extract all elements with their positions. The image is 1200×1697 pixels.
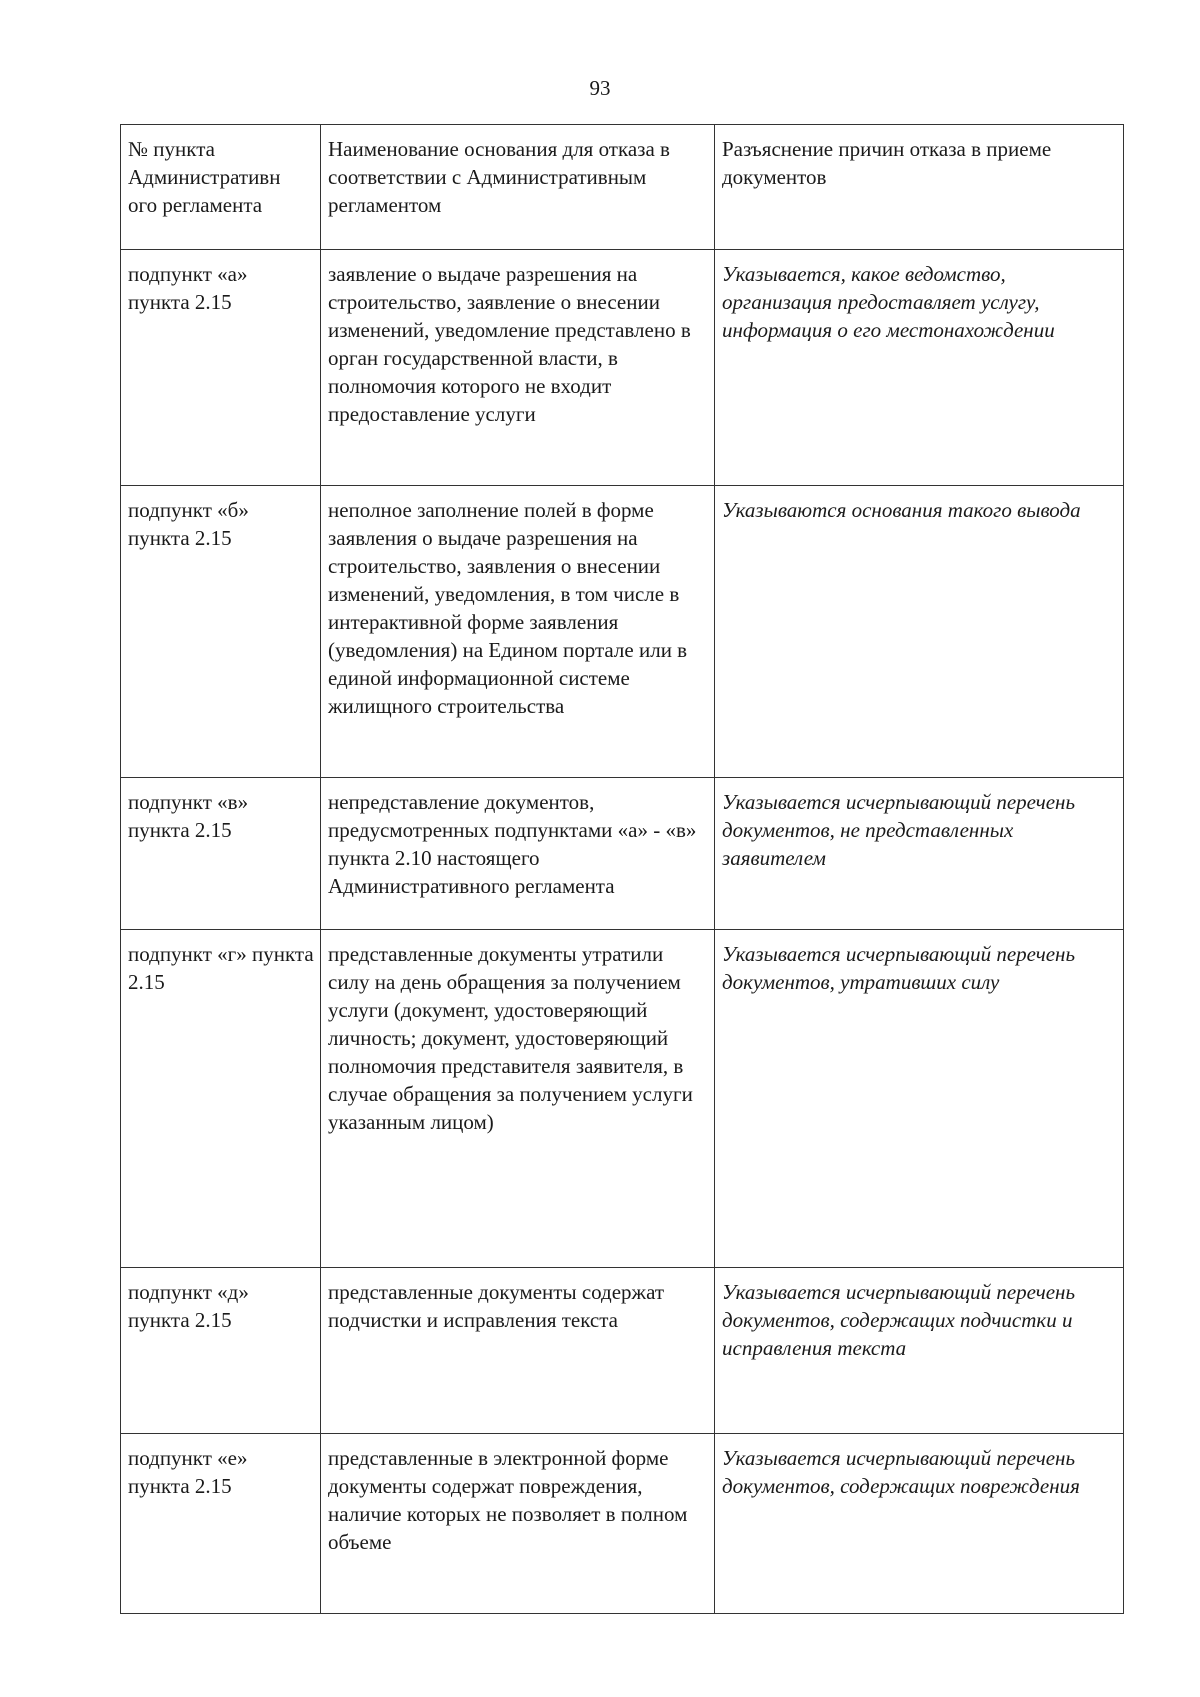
explanation-cell: Указывается, какое ведомство, организация предоставляет услугу, информация о его местонахождении — [715, 250, 1124, 486]
table-row — [121, 1434, 1124, 1614]
reason-cell: неполное заполнение полей в форме заявления о выдаче разрешения на строительство, заявления о внесении изменений, уведомления, в том числе в интерактивной форме заявления (уведомления) на Едином портале или в единой информационной системе жилищного строительства — [321, 486, 715, 778]
refusal-grounds-table — [120, 124, 1124, 1614]
clause-cell: подпункт «е» пункта 2.15 — [121, 1434, 321, 1614]
clause-cell: подпункт «а» пункта 2.15 — [121, 250, 321, 486]
clause-cell: подпункт «г» пункта 2.15 — [121, 930, 321, 1268]
table-row — [121, 486, 1124, 778]
header-clause: № пункта Административн ого регламента — [121, 125, 321, 250]
reason-cell: заявление о выдаче разрешения на строительство, заявление о внесении изменений, уведомление представлено в орган государственной власти, в полномочия которого не входит предоставление услуги — [321, 250, 715, 486]
clause-cell: подпункт «в» пункта 2.15 — [121, 778, 321, 930]
table-row — [121, 1268, 1124, 1434]
table-row — [121, 930, 1124, 1268]
explanation-cell: Указывается исчерпывающий перечень документов, содержащих подчистки и исправления текста — [715, 1268, 1124, 1434]
header-reason: Наименование основания для отказа в соответствии с Административным регламентом — [321, 125, 715, 250]
reason-cell: представленные документы содержат подчистки и исправления текста — [321, 1268, 715, 1434]
table-row — [121, 250, 1124, 486]
explanation-cell: Указывается исчерпывающий перечень документов, содержащих повреждения — [715, 1434, 1124, 1614]
explanation-cell: Указывается исчерпывающий перечень документов, не представленных заявителем — [715, 778, 1124, 930]
table-row — [121, 778, 1124, 930]
header-explanation: Разъяснение причин отказа в приеме документов — [715, 125, 1124, 250]
clause-cell: подпункт «д» пункта 2.15 — [121, 1268, 321, 1434]
table-header-row — [121, 125, 1124, 250]
explanation-cell: Указывается исчерпывающий перечень документов, утративших силу — [715, 930, 1124, 1268]
reason-cell: непредставление документов, предусмотренных подпунктами «а» - «в» пункта 2.10 настоящего Административного регламента — [321, 778, 715, 930]
page-number: 93 — [589, 76, 611, 100]
reason-cell: представленные в электронной форме документы содержат повреждения, наличие которых не позволяет в полном объеме — [321, 1434, 715, 1614]
reason-cell: представленные документы утратили силу на день обращения за получением услуги (документ, удостоверяющий личность; документ, удостоверяющий полномочия представителя заявителя, в случае обращения за получением услуги указанным лицом) — [321, 930, 715, 1268]
explanation-cell: Указываются основания такого вывода — [715, 486, 1124, 778]
clause-cell: подпункт «б» пункта 2.15 — [121, 486, 321, 778]
